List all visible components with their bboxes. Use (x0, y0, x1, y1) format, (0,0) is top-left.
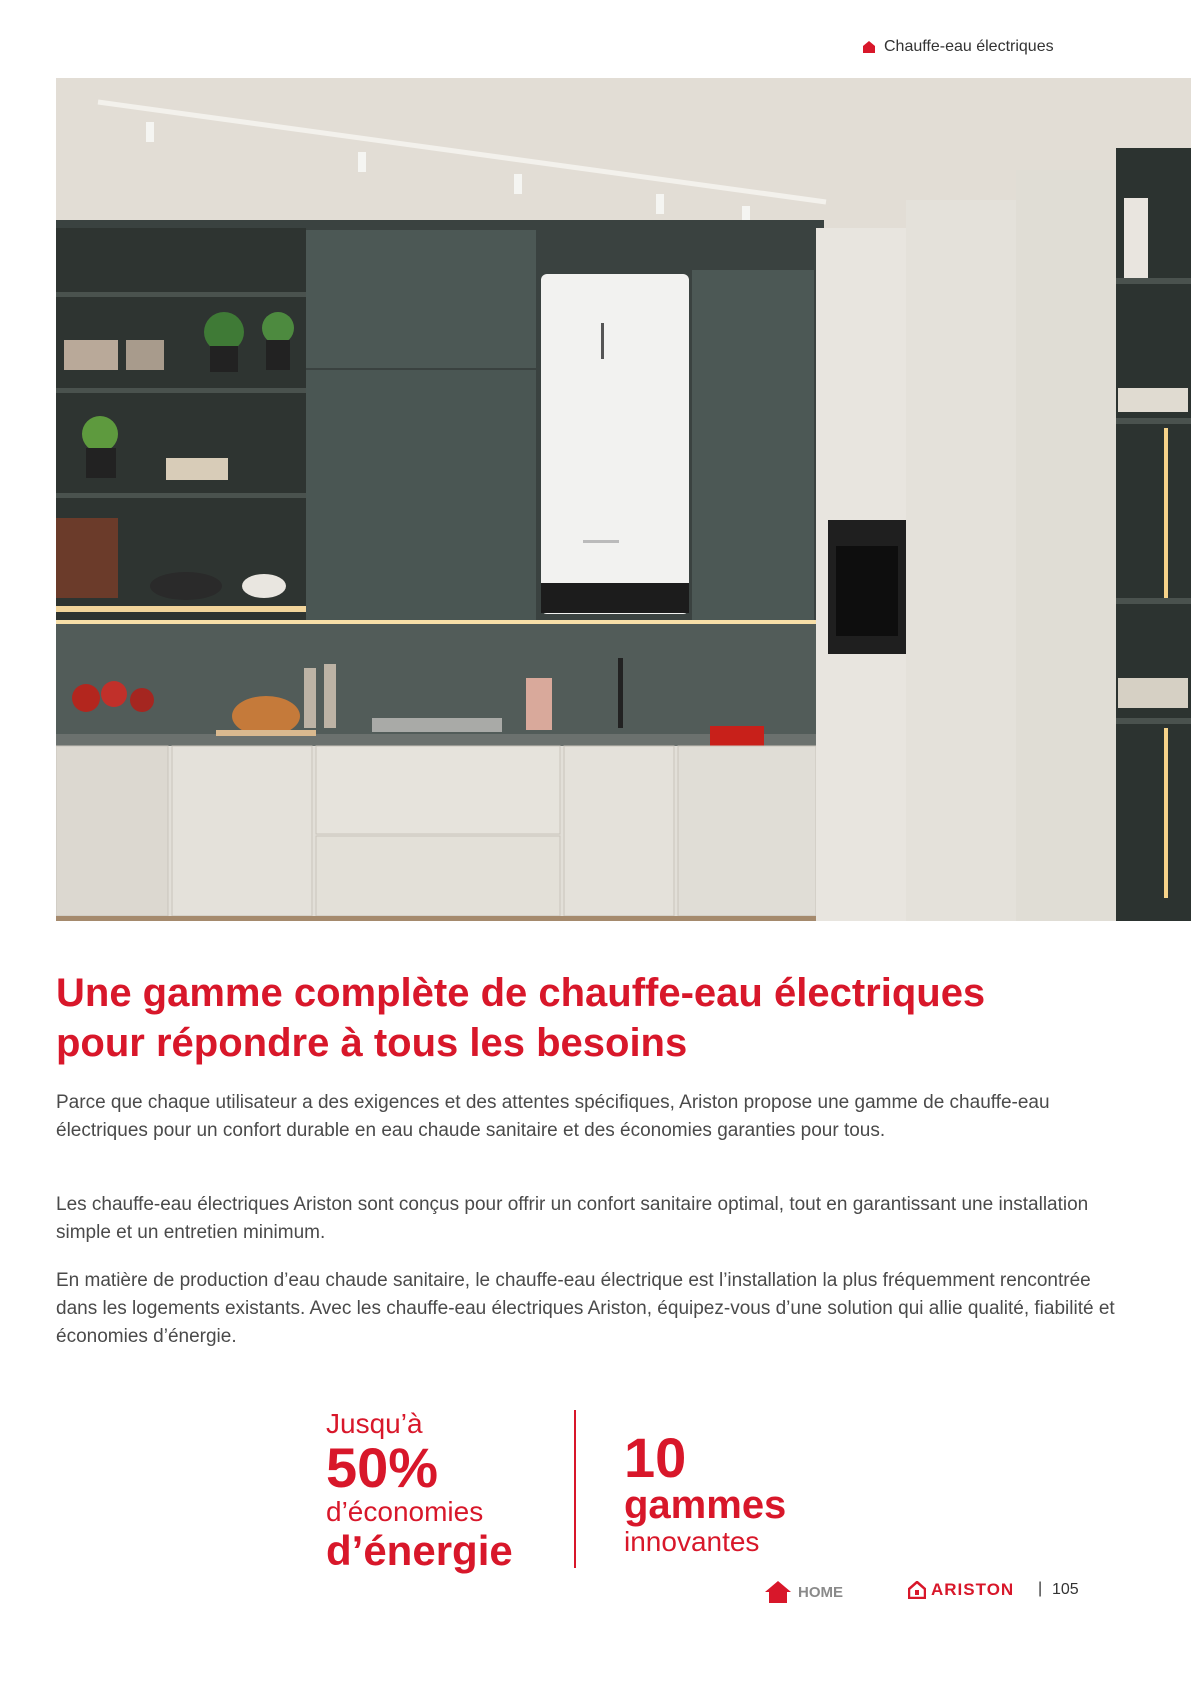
ranges-stat (624, 1426, 787, 1558)
headline-line-2: pour répondre à tous les besoins (56, 1021, 688, 1065)
ranges-label-2: innovantes (624, 1526, 760, 1557)
section-label: Chauffe-eau électriques (884, 38, 1054, 55)
page-number: 105 (1052, 1581, 1079, 1598)
ariston-logo (908, 1580, 1014, 1600)
home-label: HOME (798, 1583, 843, 1601)
home-link[interactable] (764, 1580, 843, 1604)
ariston-house-icon (908, 1581, 926, 1599)
home-icon (764, 1580, 792, 1604)
stats-divider (574, 1410, 576, 1568)
page-headline (56, 968, 1146, 1068)
intro-paragraph: Parce que chaque utilisateur a des exigences et des attentes spécifiques, Ariston propose une gamme de chauffe-eau électriques pour un confort durable en eau chaude sanitaire et des économies garanties pour tous. (56, 1092, 1050, 1141)
savings-value: 50% (326, 1436, 439, 1499)
footer-separator: | (1038, 1580, 1043, 1597)
savings-label-2: d’énergie (326, 1527, 513, 1574)
savings-prefix: Jusqu’à (326, 1408, 423, 1439)
savings-label-1: d’économies (326, 1496, 484, 1527)
comfort-paragraph: Les chauffe-eau électriques Ariston sont conçus pour offrir un confort sanitaire optimal, tout en garantissant une installation simple et un entretien minimum. (56, 1194, 1089, 1243)
ranges-value: 10 (624, 1426, 687, 1489)
kitchen-photo (56, 78, 1191, 921)
production-paragraph: En matière de production d’eau chaude sanitaire, le chauffe-eau électrique est l’installation la plus fréquemment rencontrée dans les logements existants. Avec les chauffe-eau électriques Ariston, équipez-vous d’une solution qui allie qualité, fiabilité et économies d’énergie. (56, 1270, 1115, 1347)
ranges-label-1: gammes (624, 1483, 787, 1527)
headline-line-1: Une gamme complète de chauffe-eau électriques (56, 971, 986, 1015)
brand-name: ARISTON (931, 1580, 1015, 1599)
savings-stat (326, 1408, 513, 1574)
section-breadcrumb (862, 38, 1054, 56)
home-icon (862, 40, 876, 54)
